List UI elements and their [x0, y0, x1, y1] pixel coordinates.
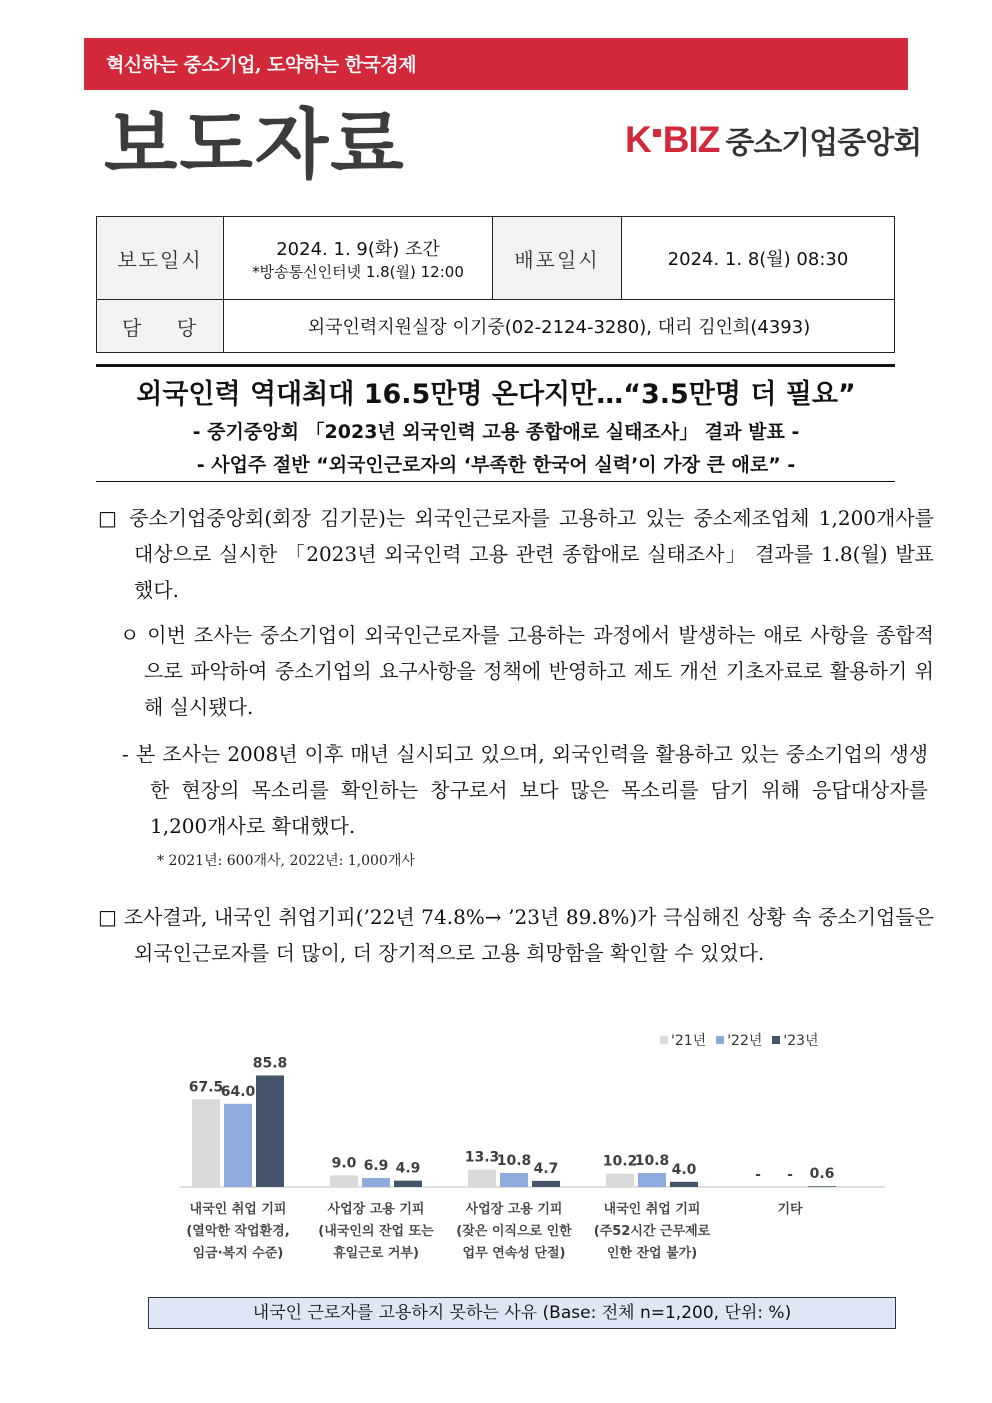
category-label: 기타	[777, 1202, 803, 1217]
release-label: 보도일시	[97, 217, 224, 300]
logo-brand-rest: BIZ	[662, 119, 720, 160]
main-headline: 외국인력 역대최대 16.5만명 온다지만…“3.5만명 더 필요”	[136, 379, 856, 410]
category-label: 사업장 고용 기피	[465, 1202, 563, 1217]
bar-data-label: 10.2	[602, 1153, 638, 1170]
bar	[606, 1174, 634, 1187]
category-label: (내국인의 잔업 또는	[318, 1224, 434, 1239]
paragraph-3: - 본 조사는 2008년 이후 매년 실시되고 있으며, 외국인력을 활용하고 있는 중소기업의 생생한 현장의 목소리를 확인하는 창구로서 보다 많은 목소리를 담기 위해 응답대상자를 1,200개사로 확대했다.	[122, 742, 928, 838]
category-label: (열악한 작업환경,	[186, 1224, 290, 1239]
bar-data-label: 64.0	[220, 1083, 256, 1100]
category-label: 내국인 취업 기피	[189, 1202, 287, 1217]
bar-chart	[160, 1022, 890, 1292]
release-cell	[224, 217, 493, 300]
category-label: 휴일근로 거부)	[333, 1246, 419, 1261]
distribution-value: 2024. 1. 8(월) 08:30	[622, 217, 895, 300]
category-label: 업무 연속성 단절)	[462, 1246, 566, 1261]
bar-data-label: 10.8	[634, 1152, 670, 1169]
category-label: 임금·복지 수준)	[192, 1246, 284, 1261]
bar	[670, 1182, 698, 1187]
legend-label: '22년	[727, 1033, 763, 1049]
contact-value: 외국인력지원실장 이기중(02-2124-3280), 대리 김인희(4393)	[224, 300, 895, 353]
bar	[500, 1173, 528, 1187]
category-label: 인한 잔업 불가)	[606, 1246, 698, 1261]
bar-data-label: 4.0	[671, 1161, 697, 1178]
headline-top-rule	[96, 364, 895, 367]
category-label: 사업장 고용 기피	[327, 1202, 425, 1217]
sub-headline-1: - 중기중앙회 「2023년 외국인력 고용 종합애로 실태조사」 결과 발표 -	[192, 421, 800, 443]
bar-data-label: 9.0	[331, 1155, 357, 1172]
bar-data-label: 4.9	[395, 1160, 421, 1177]
logo-dot-icon	[653, 129, 661, 137]
bar	[808, 1186, 836, 1187]
bar	[256, 1075, 284, 1187]
bar-data-label: -	[755, 1167, 761, 1183]
footnote: * 2021년: 600개사, 2022년: 1,000개사	[157, 853, 415, 869]
bar-data-label: 67.5	[188, 1079, 224, 1096]
logo-brand: K	[625, 119, 651, 160]
bar	[192, 1099, 220, 1187]
bar-data-label: 6.9	[363, 1158, 389, 1175]
bar-data-label: 85.8	[252, 1055, 288, 1072]
paragraph-4: □ 조사결과, 내국인 취업기피(’22년 74.8%→ ’23년 89.8%)가 극심해진 상황 속 중소기업들은 외국인근로자를 더 많이, 더 장기적으로 고용 희망함을 확인할 수 있었다.	[98, 905, 934, 965]
bar	[224, 1104, 252, 1187]
bar-data-label: 0.6	[809, 1166, 835, 1183]
chart-caption: 내국인 근로자를 고용하지 못하는 사유 (Base: 전체 n=1,200, 단위: %)	[148, 1297, 896, 1329]
slogan: 혁신하는 중소기업, 도약하는 한국경제	[106, 54, 417, 76]
bar	[362, 1178, 390, 1187]
legend-label: '23년	[783, 1033, 819, 1049]
release-info-table	[96, 216, 895, 353]
logo-org-name: 중소기업중앙회	[725, 126, 922, 161]
legend-label: '21년	[671, 1033, 707, 1049]
category-label: (잦은 이직으로 인한	[456, 1224, 572, 1239]
bar	[468, 1170, 496, 1187]
paragraph-1: □ 중소기업중앙회(회장 김기문)는 외국인근로자를 고용하고 있는 중소제조업체 1,200개사를 대상으로 실시한 「2023년 외국인력 고용 관련 종합애로 실태조사」 결과를 1.8(월) 발표했다.	[98, 506, 934, 602]
release-note: *방송통신인터넷 1.8(월) 12:00	[252, 262, 464, 281]
bar	[394, 1181, 422, 1187]
category-label: 내국인 취업 기피	[603, 1202, 701, 1217]
paragraph-2: ㅇ 이번 조사는 중소기업이 외국인근로자를 고용하는 과정에서 발생하는 애로 사항을 종합적으로 파악하여 중소기업의 요구사항을 정책에 반영하고 제도 개선 기초자료로 활용하기 위해 실시됐다.	[120, 623, 934, 719]
kbiz-logo	[625, 115, 921, 165]
bar-data-label: -	[787, 1167, 793, 1183]
category-label: (주52시간 근무제로	[593, 1224, 711, 1239]
distribution-label: 배포일시	[493, 217, 622, 300]
bar	[638, 1173, 666, 1187]
bar-data-label: 13.3	[464, 1149, 500, 1166]
bar-data-label: 10.8	[496, 1152, 532, 1169]
bar	[330, 1175, 358, 1187]
headline-bottom-rule	[96, 481, 895, 482]
contact-label: 담 당	[97, 300, 224, 353]
bar	[532, 1181, 560, 1187]
bar-data-label: 4.7	[533, 1160, 559, 1177]
release-value: 2024. 1. 9(화) 조간	[276, 238, 440, 260]
doc-type-title: 보도자료	[104, 100, 406, 189]
sub-headline-2: - 사업주 절반 “외국인근로자의 ‘부족한 한국어 실력’이 가장 큰 애로” -	[196, 454, 796, 476]
